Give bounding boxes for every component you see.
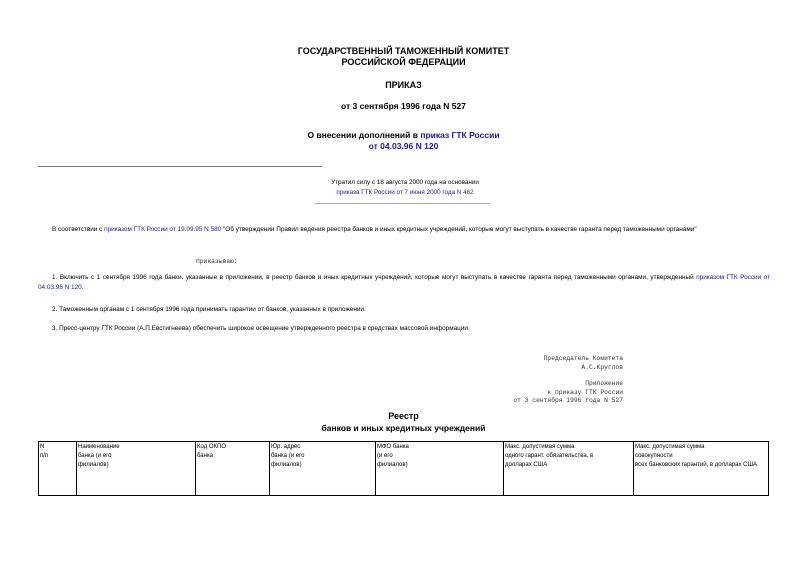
subject-line-2 <box>0 141 807 151</box>
lost-force-link[interactable]: приказа ГТК России от 7 июня 2000 года N 462 <box>336 189 474 196</box>
registry-subtitle: банков и иных кредитных учреждений <box>321 423 486 433</box>
subject-prefix: О внесении дополнений в <box>307 130 421 140</box>
preamble-link[interactable]: приказом ГТК России от 19.09.95 N 580 <box>104 226 222 233</box>
preamble-rest: "Об утверждении Правил ведения реестра банков и иных кредитных учреждений, которые могут выступать в качестве гаранта перед таможенными органами" <box>221 226 697 233</box>
orders-word: приказываю: <box>196 258 238 265</box>
col-max-total-guarantees: Макс. допустимая сумма совокупности всех банковских гарантий, в долларах США <box>634 442 769 496</box>
appendix-line-3: от 3 сентября 1996 года N 527 <box>513 397 623 404</box>
lost-force-line <box>315 188 495 198</box>
col-max-single-guarantee: Макс. допустимая сумма одного гарант. обязательства, в долларах США <box>504 442 634 496</box>
header-line-1: ГОСУДАРСТВЕННЫЙ ТАМОЖЕННЫЙ КОМИТЕТ <box>297 46 510 56</box>
divider-line <box>38 166 322 167</box>
signature-title: Председатель Комитета <box>543 355 623 362</box>
appendix-line-1: Приложение <box>585 380 623 387</box>
registry-header-row <box>39 442 769 496</box>
item-1-end: . <box>81 284 84 291</box>
document-date: от 3 сентября 1996 года N 527 <box>341 101 466 111</box>
document-type: ПРИКАЗ <box>385 80 422 90</box>
registry-table <box>38 441 769 496</box>
header-line-2: РОССИЙСКОЙ ФЕДЕРАЦИИ <box>341 57 466 67</box>
lost-force-text: Утратил силу с 18 августа 2000 года на основании <box>331 179 479 186</box>
preamble-prefix: В соответствии с <box>52 226 105 233</box>
paragraph-item-1 <box>38 273 770 293</box>
appendix-line-2: к приказу ГТК России <box>547 389 623 396</box>
col-number: N п/п <box>39 442 77 496</box>
col-okpo-code: Код ОКПО банка <box>196 442 270 496</box>
subject-link-order[interactable]: приказ ГТК России <box>420 130 500 140</box>
lost-force-underline <box>315 203 490 204</box>
col-mfo: МФО банка (и его филиалов) <box>376 442 504 496</box>
registry-title: Реестр <box>388 411 419 421</box>
col-bank-name: Наименование банка (и его филиалов) <box>77 442 196 496</box>
item-1-text: 1. Включить с 1 сентября 1996 года банки, указанные в приложении, в реестр банков и иных кредитных учреждений, которые могут выступать в качестве гаранта перед таможенными органами, утвержденный <box>52 274 697 281</box>
paragraph-preamble <box>38 225 770 235</box>
item-1-link[interactable]: приказом ГТК России от 04.03.96 N 120 <box>38 274 770 291</box>
subject-link-date[interactable]: от 04.03.96 N 120 <box>368 141 439 151</box>
paragraph-item-3: 3. Пресс-центру ГТК России (А.П.Евстигнеева) обеспечить широкое освещение утвержденного реестра в средствах массовой информации. <box>52 325 470 332</box>
signature-name: А.С.Круглов <box>581 364 623 371</box>
paragraph-item-2: 2. Таможенным органам с 1 сентября 1996 года принимать гарантии от банков, указанных в приложении. <box>52 306 366 313</box>
subject-line-1 <box>0 130 807 140</box>
col-legal-address: Юр. адрес банка (и его филиалов) <box>270 442 376 496</box>
